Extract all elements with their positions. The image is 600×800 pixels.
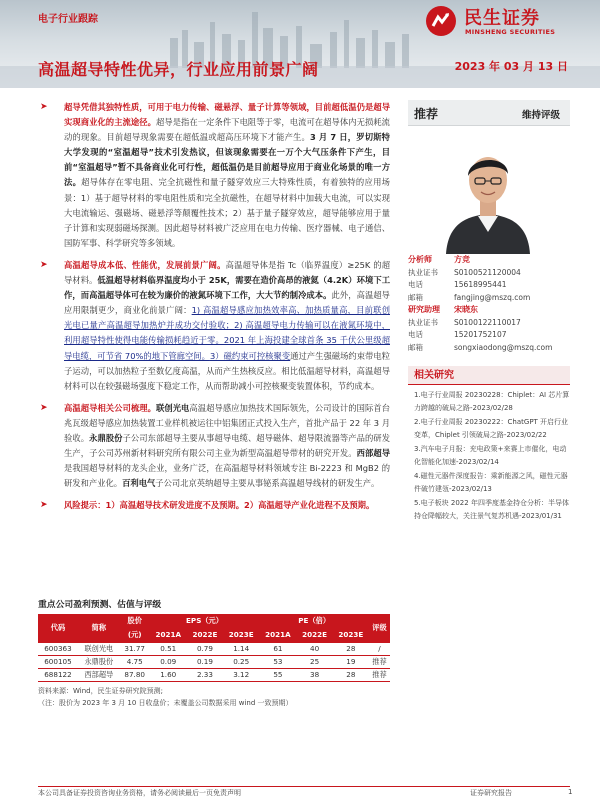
analyst-row [408, 279, 570, 292]
cell-rating: 推荐 [369, 655, 390, 668]
related-research-item[interactable]: 2.电子行业周报 20230222：ChatGPT 开启行业变革，Chiplet 引领破局之路-2023/02/22 [414, 418, 569, 439]
cell-price: 31.77 [120, 642, 150, 655]
analyst-row [408, 342, 570, 355]
col-eps: EPS（元） [150, 614, 260, 628]
cell-name: 永鼎股份 [78, 655, 120, 668]
col-name: 简称 [78, 614, 120, 642]
paragraph-text: 超导是指在一定条件下电阻等于零，电流可在超导体内无损耗流动的现象。目前超导现象需要在超低温或超高压环境下才能产生。 [64, 117, 390, 143]
paragraph-text: 高温超导体是指 Tc（临界温度）≥25K 的超导材料。 [64, 259, 390, 286]
table-row [38, 642, 390, 655]
col-year: 2023E [333, 628, 369, 642]
related-research-item[interactable]: 3.汽车电子月报：充电政策+来赛上市催化，电动化智能化加速-2023/02/14 [414, 445, 567, 466]
footer-disclaimer: 本公司具备证券投资咨询业务资格，请务必阅读最后一页免责声明 [38, 789, 241, 797]
related-research-item[interactable]: 1.电子行业周报 20230228：Chiplet：AI 芯片算力跨越的破局之路-2023/02/28 [414, 391, 570, 412]
cell-eps: 0.79 [187, 642, 223, 655]
rating-label: 维持评级 [521, 110, 560, 121]
arrow-bullet-icon: ➤ [40, 500, 48, 511]
risk-warning [38, 498, 390, 513]
cell-rating: 推荐 [369, 668, 390, 681]
summary-paragraph-2 [38, 258, 390, 394]
related-research-list [408, 389, 570, 522]
cell-rating: / [369, 642, 390, 655]
cell-eps: 0.19 [187, 655, 223, 668]
cell-pe: 55 [259, 668, 296, 681]
analyst-row [408, 304, 570, 317]
paragraph-text: 是我国超导材料的龙头企业，业务广泛，在高温超导材料领域专注 Bi-2223 和 MgB2 的研发和产业化。 [64, 463, 390, 489]
analyst-row [408, 292, 570, 305]
cell-eps: 0.25 [223, 655, 259, 668]
table-row [38, 655, 390, 668]
analyst-photo [408, 136, 570, 254]
analyst-portrait-image [438, 136, 538, 254]
page-number: 1 [568, 788, 573, 796]
company-name: 百利电气 [122, 478, 156, 489]
paragraph-text: 此外，高温超导应用限制更少，商业化前景广阔： [64, 290, 390, 316]
cell-eps: 0.09 [150, 655, 187, 668]
analyst-row [408, 254, 570, 267]
paragraph-text: 超导体存在零电阻、完全抗磁性和量子隧穿效应三大特殊性质，有着独特的应用场景：1）基于超导材料的零电阻性质和完全抗磁性，在超导材料中加载大电流，可以实现大电流输运、强磁场、磁悬浮等颠覆性技术；2）基于量子隧穿效应，超导能够应用于量子计算和实现弱磁场探测。因此超导材料被广泛应用在电力传输、医疗器械、电子通信、国防军事、科学研究等多领域。 [64, 177, 390, 248]
cell-eps: 1.14 [223, 642, 259, 655]
company-name: 联创光电 [155, 402, 190, 413]
col-year: 2023E [223, 628, 259, 642]
recommendation-label: 推荐 [414, 107, 439, 121]
paragraph-heading: 超导凭借其独特性质，可用于电力传输、磁悬浮、量子计算等领域，目前超低温仍是超导实现商业化的主流途径。 [64, 102, 390, 128]
paragraph-heading: 高温超导相关公司梳理。 [64, 402, 156, 413]
cell-pe: 38 [297, 668, 333, 681]
table-header-row [38, 614, 390, 628]
cell-name: 西部超导 [78, 668, 120, 681]
col-pe: PE（倍） [259, 614, 369, 628]
logo-chinese-name: 民生证券 [464, 8, 540, 29]
cell-code: 688122 [38, 668, 78, 681]
col-year: 2022E [187, 628, 223, 642]
report-header [0, 0, 600, 88]
table-source: 资料来源：Wind，民生证券研究院预测; [38, 686, 163, 695]
risk-text: 风险提示：1）高温超导技术研发进度不及预期。2）高温超导产业化进程不及预期。 [64, 500, 375, 511]
footer-report-kind: 证券研究报告 [470, 789, 512, 797]
rating-bar [408, 100, 570, 126]
related-research-item[interactable]: 4.磁性元器件深度报告：乘新能源之风，磁性元器件破竹建瓴-2023/02/13 [414, 472, 568, 493]
cell-eps: 0.51 [150, 642, 187, 655]
paragraph-emphasis: 低温超导材料临界温度均小于 25K，需要在造价高昂的液氦（4.2K）环境下工作，而高温超导体可在较为廉价的液氮环境下工作，大大节约制冷成本。 [64, 275, 390, 301]
col-year: 2021A [150, 628, 187, 642]
analyst-role: 分析师 [408, 255, 432, 264]
cell-pe: 19 [333, 655, 369, 668]
footer-divider [38, 786, 570, 787]
summary-paragraph-3 [38, 401, 390, 492]
col-year: 2021A [259, 628, 296, 642]
analyst-name: 宋晓东 [454, 305, 478, 314]
table-note: （注：股价为 2023 年 3 月 10 日收盘价；未覆盖公司数据采用 wind 一致预期） [38, 698, 293, 707]
col-rating: 评级 [369, 614, 390, 642]
paragraph-text: 子公司东部超导主要从事超导电缆、超导磁体、超导限流器等产品的研发生产，子公司苏州新材料研究所有限公司主业为新型高温超导带材的研究开发。 [64, 432, 390, 459]
table-title: 重点公司盈利预测、估值与评级 [38, 600, 162, 610]
cell-eps: 3.12 [223, 668, 259, 681]
info-key: 邮箱 [408, 292, 423, 302]
info-key: 邮箱 [408, 342, 423, 352]
related-research-item[interactable]: 5.电子板块 2022 年四季度基金持仓分析：半导体持仓降幅较大，关注景气复苏机遇-2023/01/31 [414, 499, 569, 520]
cell-code: 600105 [38, 655, 78, 668]
related-research-heading: 相关研究 [408, 366, 570, 385]
analyst-name: 方竞 [454, 255, 470, 264]
paragraph-text: 子公司北京英纳超导主要从事铋系高温超导线材的研发生产。 [155, 478, 380, 489]
info-key: 执业证书 [408, 267, 438, 277]
analyst-row [408, 329, 570, 342]
cell-eps: 2.33 [187, 668, 223, 681]
report-category: 电子行业跟踪 [38, 14, 98, 25]
arrow-bullet-icon: ➤ [40, 102, 48, 112]
company-name: 西部超导 [356, 448, 390, 459]
analyst-role: 研究助理 [408, 305, 440, 314]
table-row [38, 668, 390, 681]
cell-code: 600363 [38, 642, 78, 655]
cell-name: 联创光电 [78, 642, 120, 655]
paragraph-heading: 高温超导成本低、性能优，发展前景广阔。 [64, 259, 226, 270]
forecast-table [38, 614, 390, 682]
forecast-table-section [38, 597, 390, 709]
report-date: 2023 年 03 月 13 日 [454, 60, 568, 73]
email-link[interactable]: songxiaodong@mszq.com [454, 342, 553, 352]
analyst-row [408, 317, 570, 330]
info-value: S0100122110017 [454, 317, 521, 327]
logo-english-name: MINSHENG SECURITIES [465, 28, 556, 36]
minsheng-logo [426, 4, 576, 44]
summary-paragraph-1 [38, 100, 390, 251]
cell-price: 4.75 [120, 655, 150, 668]
cell-pe: 61 [259, 642, 296, 655]
cell-pe: 40 [297, 642, 333, 655]
paragraph-emphasis: 3 月 7 日，罗切斯特大学发现的“室温超导”技术引发热议，但该现象需要在一万个大气压条件下产生，目前“室温超导”暂不具备商业化可行性，超低温仍是目前超导应用于商业化场景的唯一方法。 [64, 132, 390, 188]
cell-pe: 28 [333, 642, 369, 655]
paragraph-underlined: 1) 高温超导感应加热效率高、加热质量高，目前联创光电已量产高温超导加热炉并成功交付验收； [64, 305, 390, 331]
summary-column [38, 100, 390, 520]
email-link[interactable]: fangjing@mszq.com [454, 292, 531, 302]
paragraph-underlined: 3）磁约束可控核聚变 [209, 350, 291, 361]
info-key: 执业证书 [408, 317, 438, 327]
company-name: 永鼎股份 [89, 432, 123, 443]
paragraph-text: 通过产生强磁场约束带电粒子运动，可以加热粒子至数亿度高温，从而产生热核反应。相比低温超导材料，高温超导材料可以在较强磁场强度下稳定工作，从而帮助减小可控核聚变装置体积，节约成本。 [64, 350, 390, 391]
arrow-bullet-icon: ➤ [40, 402, 48, 413]
col-price: 股价 [120, 614, 150, 628]
report-title: 高温超导特性优异，行业应用前景广阔 [38, 60, 319, 79]
info-key: 电话 [408, 280, 423, 289]
col-year: 2022E [297, 628, 333, 642]
col-price-unit: (元) [120, 628, 150, 642]
page-footer [0, 786, 600, 800]
sidebar-column [408, 100, 570, 524]
info-value: S0100521120004 [454, 267, 521, 277]
cell-price: 87.80 [120, 668, 150, 681]
info-key: 电话 [408, 330, 423, 339]
analyst-info [408, 254, 570, 354]
analyst-row [408, 267, 570, 280]
cell-eps: 1.60 [150, 668, 187, 681]
col-code: 代码 [38, 614, 78, 642]
cell-pe: 25 [297, 655, 333, 668]
minsheng-logo-icon [426, 6, 456, 36]
cell-pe: 28 [333, 668, 369, 681]
cell-pe: 53 [259, 655, 296, 668]
paragraph-text: 高温超导感应加热技术国际领先，公司设计的国际首台兆瓦级超导感应加热装置工业样机被运往中铝集团正式投入生产，首批产品于 22 年 3 月验收。 [64, 402, 390, 443]
info-value: 15618995441 [454, 280, 507, 289]
info-value: 15201752107 [454, 330, 507, 339]
paragraph-underlined: 2) 高温超导电力传输可以在液氮环境中，利用超导特性使得电能传输损耗趋近于零。2021 年上海投建全球首条 35 千伏公里级超导电缆，可节省 70%的地下管廊空间。 [64, 320, 390, 361]
arrow-bullet-icon: ➤ [40, 259, 48, 270]
